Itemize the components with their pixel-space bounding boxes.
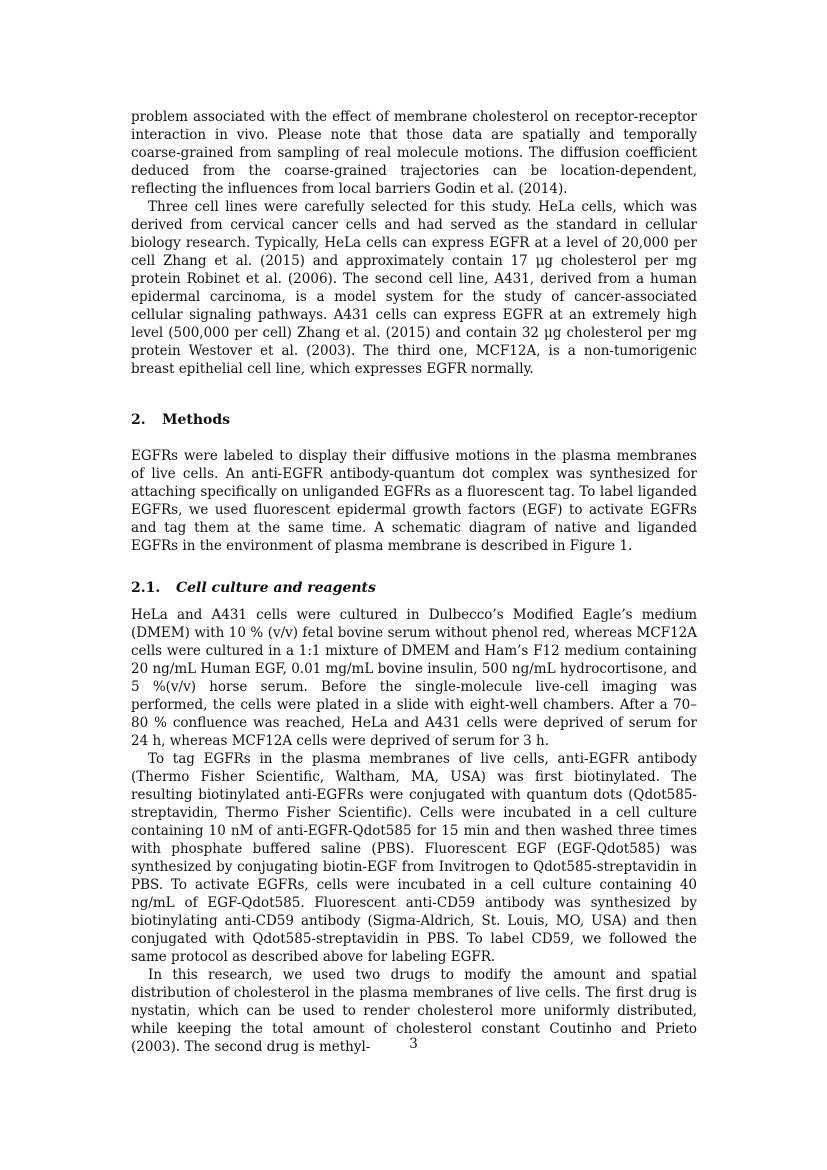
culture-heading-number: 2.1. (131, 580, 161, 596)
methods-paragraph-1: EGFRs were labeled to display their diffusive motions in the plasma membranes of live cells. An anti-EGFR antibody-quantum dot complex was synthesized for attaching specifically on unliganded EGFRs as a fluorescent tag. To label liganded EGFRs, we used fluorescent epidermal growth factors (EGF) to activate EGFRs and tag them at the same time. A schematic diagram of native and liganded EGFRs in the environment of plasma membrane is described in Figure 1. (131, 448, 697, 554)
culture-paragraph-1: HeLa and A431 cells were cultured in Dulbecco’s Modified Eagle’s medium (DMEM) with 10 % (v/v) fetal bovine serum without phenol red, whereas MCF12A cells were cultured in a 1:1 mixture of DMEM and Ham’s F12 medium containing 20 ng/mL Human EGF, 0.01 mg/mL bovine insulin, 500 ng/mL hydrocortisone, and 5 %(v/v) horse serum. Before the single-molecule live-cell imaging was performed, the cells were plated in a slide with eight-well chambers. After a 70–80 % confluence was reached, HeLa and A431 cells were deprived of serum for 24 h, whereas MCF12A cells were deprived of serum for 3 h. (131, 607, 697, 749)
intro-paragraph-2: Three cell lines were carefully selected for this study. HeLa cells, which was derived from cervical cancer cells and had served as the standard in cellular biology research. Typically, HeLa cells can express EGFR at a level of 20,000 per cell Zhang et al. (2015) and approximately contain 17 μg cholesterol per mg protein Robinet et al. (2006). The second cell line, A431, derived from a human epidermal carcinoma, is a model system for the study of cancer-associated cellular signaling pathways. A431 cells can express EGFR at an extremely high level (500,000 per cell) Zhang et al. (2015) and contain 32 μg cholesterol per mg protein Westover et al. (2003). The third one, MCF12A, is a non-tumorigenic breast epithelial cell line, which expresses EGFR normally. (131, 199, 697, 377)
intro-paragraph-1: problem associated with the effect of membrane cholesterol on receptor-receptor interaction in vivo. Please note that those data are spatially and temporally coarse-grained from sampling of real molecule motions. The diffusion coefficient deduced from the coarse-grained trajectories can be location-dependent, reflecting the influences from local barriers Godin et al. (2014). (131, 109, 697, 197)
culture-paragraph-2: To tag EGFRs in the plasma membranes of live cells, anti-EGFR antibody (Thermo Fisher Scientific, Waltham, MA, USA) was first biotinylated. The resulting biotinylated anti-EGFRs were conjugated with quantum dots (Qdot585-streptavidin, Thermo Fisher Scientific). Cells were incubated in a cell culture containing 10 nM of anti-EGFR-Qdot585 for 15 min and then washed three times with phosphate buffered saline (PBS). Fluorescent EGF (EGF-Qdot585) was synthesized by conjugating biotin-EGF from Invitrogen to Qdot585-streptavidin in PBS. To activate EGFRs, cells were incubated in a cell culture containing 40 ng/mL of EGF-Qdot585. Fluorescent anti-CD59 antibody was synthesized by biotinylating anti-CD59 antibody (Sigma-Aldrich, St. Louis, MO, USA) and then conjugated with Qdot585-streptavidin in PBS. To label CD59, we followed the same protocol as described above for labeling EGFR. (131, 751, 697, 965)
methods-heading (131, 411, 697, 429)
page-number: 3 (409, 1036, 418, 1052)
page-body (131, 108, 697, 1056)
methods-heading-title: Methods (162, 412, 231, 428)
culture-paragraph-3: In this research, we used two drugs to modify the amount and spatial distribution of cholesterol in the plasma membranes of live cells. The first drug is nystatin, which can be used to render cholesterol more uniformly distributed, while keeping the total amount of cholesterol constant Coutinho and Prieto (2003). The second drug is methyl- (131, 967, 697, 1055)
methods-heading-number: 2. (131, 412, 146, 428)
culture-heading-title: Cell culture and reagents (176, 580, 376, 596)
culture-heading (131, 579, 697, 597)
